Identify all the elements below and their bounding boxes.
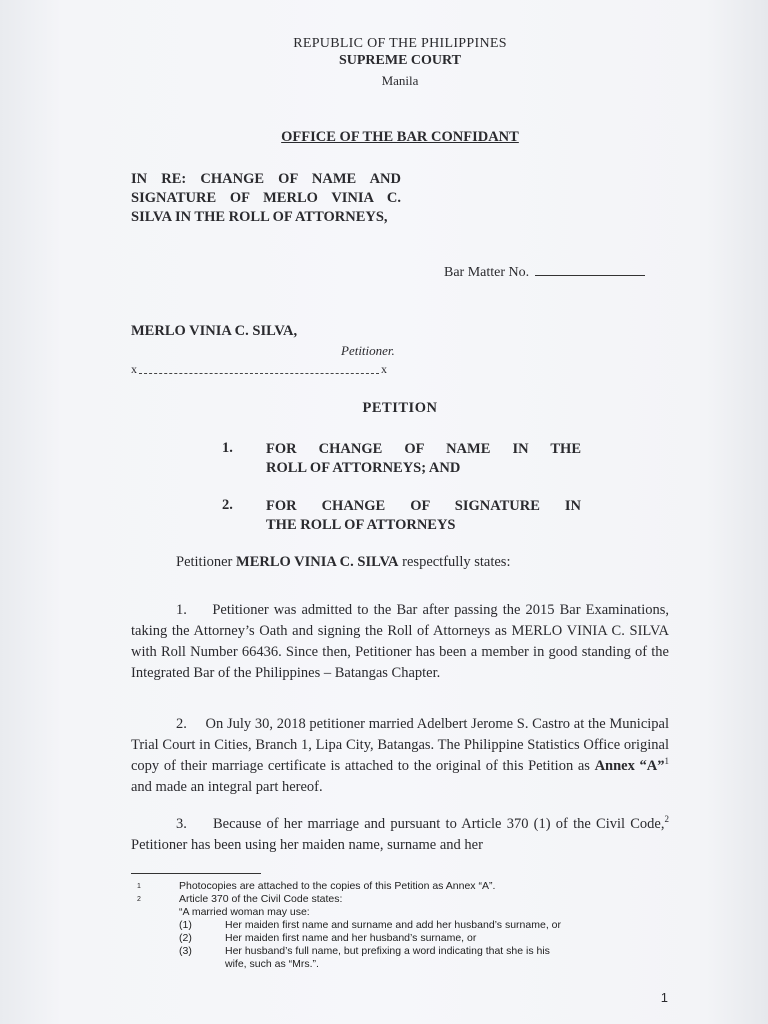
- item-2-line-2: THE ROLL OF ATTORNEYS: [266, 517, 456, 533]
- header-city: Manila: [381, 73, 419, 88]
- bar-matter-label: Bar Matter No.: [444, 265, 530, 280]
- paragraph-3-text: [131, 814, 669, 856]
- list-item-1-num: (1): [179, 919, 192, 931]
- footnote-list-item-3-cont: wife, such as “Mrs.”.: [225, 958, 319, 970]
- item-1: [266, 440, 581, 478]
- bar-matter-line: [444, 264, 645, 281]
- caption-divider: [131, 362, 401, 377]
- footnotes: [131, 880, 651, 971]
- footnote-list-item-2: [131, 932, 651, 945]
- intro-before: Petitioner: [176, 554, 237, 570]
- annex-a-ref: Annex “A”: [594, 758, 665, 774]
- list-item-2-num: (2): [179, 932, 192, 944]
- footnote-ref-2: 2: [664, 814, 669, 825]
- footnote-2-mark: 2: [137, 896, 141, 903]
- page-number: 1: [660, 990, 668, 1005]
- header-court: SUPREME COURT: [338, 53, 461, 68]
- paragraph-3-before: 3. Because of her marriage and pursuant to Article 370 (1) of the Civil Code,: [176, 816, 665, 832]
- paragraph-2-before: 2. On July 30, 2018 petitioner married Adelbert Jerome S. Castro at the Municipal Trial Court in Cities, Branch 1, Lipa City, Batangas. The Philippine Statistics Office original copy of their marriage certificate is attached to the original of this Petition as: [131, 716, 669, 774]
- list-item-3-text: Her husband’s full name, but prefixing a word indicating that she is his: [225, 945, 550, 957]
- paragraph-1: [131, 600, 669, 684]
- footnote-ref-1: 1: [664, 756, 669, 767]
- item-2-number: 2.: [222, 497, 233, 513]
- footnote-rule: [131, 873, 261, 874]
- item-1-number: 1.: [222, 440, 233, 456]
- bar-matter-blank: [535, 264, 645, 276]
- item-2: [266, 497, 581, 535]
- list-item-3-num: (3): [179, 945, 192, 957]
- paragraph-3: [131, 814, 669, 856]
- paragraph-2-after: and made an integral part hereof.: [131, 779, 323, 795]
- footnote-list-item-3: [131, 945, 651, 958]
- footnote-2-line-2: “A married woman may use:: [179, 906, 310, 918]
- item-1-line-2: ROLL OF ATTORNEYS; AND: [266, 460, 461, 476]
- case-caption: IN RE: CHANGE OF NAME AND SIGNATURE OF MERLO VINIA C. SILVA IN THE ROLL OF ATTORNEYS,: [131, 171, 401, 225]
- item-1-line-1: FOR CHANGE OF NAME IN THE: [266, 441, 581, 457]
- item-2-line-1: FOR CHANGE OF SIGNATURE IN: [266, 498, 581, 514]
- paragraph-2-text: [131, 714, 669, 798]
- divider-x-left: x: [131, 362, 137, 376]
- paragraph-2: [131, 714, 669, 798]
- petition-title: PETITION: [362, 400, 438, 416]
- divider-dashes: [139, 367, 379, 374]
- intro-after: respectfully states:: [398, 554, 511, 570]
- paragraph-3-after: Petitioner has been using her maiden name, surname and her: [131, 837, 483, 853]
- footnote-2-line-1: Article 370 of the Civil Code states:: [179, 893, 343, 905]
- list-item-1-text: Her maiden first name and surname and add her husband’s surname, or: [225, 919, 561, 931]
- divider-x-right: x: [381, 362, 387, 376]
- header-republic: REPUBLIC OF THE PHILIPPINES: [293, 36, 507, 51]
- list-item-2-text: Her maiden first name and her husband’s surname, or: [225, 932, 477, 944]
- office-title: OFFICE OF THE BAR CONFIDANT: [281, 129, 519, 145]
- intro-name: MERLO VINIA C. SILVA: [236, 554, 399, 570]
- petitioner-label: Petitioner.: [341, 343, 395, 358]
- footnote-list-item-1: [131, 919, 651, 932]
- footnote-1-text: Photocopies are attached to the copies of this Petition as Annex “A”.: [179, 880, 496, 892]
- paragraph-1-text: 1. Petitioner was admitted to the Bar after passing the 2015 Bar Examinations, taking the Attorney’s Oath and signing the Roll of Attorneys as MERLO VINIA C. SILVA with Roll Number 66436. Since then, Petitioner has been a member in good standing of the Integrated Bar of the Philippines – Batangas Chapter.: [131, 602, 669, 681]
- intro-line: [176, 554, 510, 571]
- footnote-1-mark: 1: [137, 883, 141, 890]
- petitioner-name: MERLO VINIA C. SILVA,: [131, 323, 298, 339]
